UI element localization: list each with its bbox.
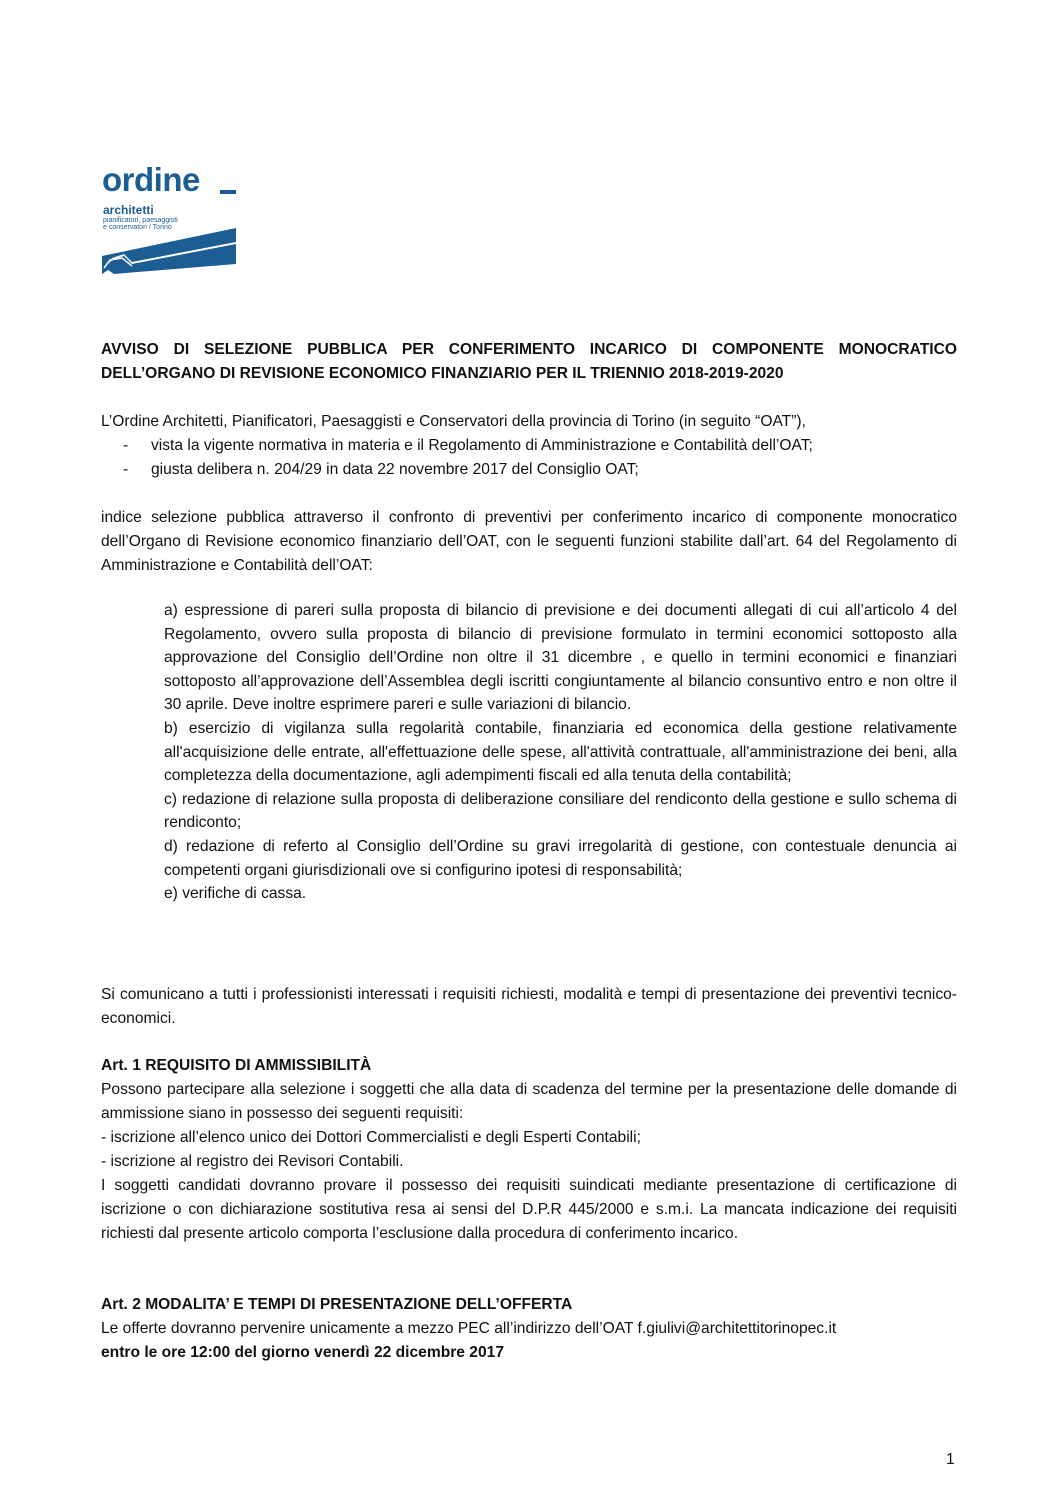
- function-item-c: c) redazione di relazione sulla proposta di deliberazione consiliare del rendiconto della gestione e sullo schema di rendiconto;: [164, 790, 957, 832]
- logo-line-3: e conservatori / Torino: [103, 224, 172, 231]
- function-item-b: b) esercizio di vigilanza sulla regolarità contabile, finanziaria ed economica della gestione relativamente all'acquisizione delle entrate, all'effettuazione delle spese, all'attività contrattuale, all'amministrazione dei beni, alla completezza della documentazione, agli adempimenti fiscali ed alla tenuta della contabilità;: [164, 719, 957, 785]
- function-item-d: d) redazione di referto al Consiglio dell’Ordine su gravi irregolarità di gestione, con contestuale denuncia ai competenti organi giurisdizionali ove si configurino ipotesi di responsabilità;: [164, 837, 957, 879]
- article-1-body: [101, 1078, 957, 1246]
- logo-line-1: architetti: [103, 203, 154, 217]
- bullet-text: giusta delibera n. 204/29 in data 22 novembre 2017 del Consiglio OAT;: [151, 461, 639, 478]
- indice-paragraph: indice selezione pubblica attraverso il confronto di preventivi per conferimento incarico di componente monocratico dell’Organo di Revisione economico finanziario dell’OAT, con le seguenti funzioni stabilite dall’art. 64 del Regolamento di Amministrazione e Contabilità dell’OAT:: [101, 509, 957, 574]
- list-item: [101, 434, 957, 458]
- list-item: [101, 458, 957, 482]
- intro-paragraph: L’Ordine Architetti, Pianificatori, Paesaggisti e Conservatori della provincia di Torino (in seguito “OAT”),: [101, 413, 806, 430]
- article-2-text: Le offerte dovranno pervenire unicamente a mezzo PEC all’indirizzo dell’OAT f.giulivi@architettitorinopec.it: [101, 1320, 837, 1337]
- bullet-dash: -: [123, 437, 129, 454]
- page-number: 1: [946, 1451, 955, 1468]
- function-item-a: a) espressione di pareri sulla proposta di bilancio di previsione e dei documenti allegati di cui all’articolo 4 del Regolamento, ovvero sulla proposta di bilancio di previsione formulato in termini economici sottoposto alla approvazione del Consiglio dell’Ordine non oltre il 31 dicembre , e quello in termini economici e finanziari sottoposto all’approvazione dell’Assemblea degli iscritti congiuntamente al bilancio consuntivo entro e non oltre il 30 aprile. Deve inoltre esprimere pareri e sulle variazioni di bilancio.: [164, 602, 957, 714]
- requirement-1: - iscrizione all’elenco unico dei Dottori Commercialisti e degli Esperti Contabili;: [101, 1129, 641, 1146]
- article-1-lead: Possono partecipare alla selezione i soggetti che alla data di scadenza del termine per la presentazione delle domande di ammissione siano in possesso dei seguenti requisiti:: [101, 1081, 957, 1122]
- article-2-body: [101, 1317, 957, 1365]
- premise-list: [101, 434, 957, 482]
- function-item-e: e) verifiche di cassa.: [164, 885, 307, 903]
- logo-dash: [220, 190, 236, 194]
- bullet-text: vista la vigente normativa in materia e il Regolamento di Amministrazione e Contabilità dell’OAT;: [151, 437, 813, 454]
- notice-title: AVVISO DI SELEZIONE PUBBLICA PER CONFERIMENTO INCARICO DI COMPONENTE MONOCRATICO DELL’ORGANO DI REVISIONE ECONOMICO FINANZIARIO PER IL TRIENNIO 2018-2019-2020: [101, 341, 957, 382]
- requirement-2: - iscrizione al registro dei Revisori Contabili.: [101, 1153, 404, 1170]
- logo-mountain-shape: [102, 228, 238, 278]
- article-2-deadline: entro le ore 12:00 del giorno venerdì 22 dicembre 2017: [101, 1344, 505, 1361]
- ordine-logo: [102, 160, 242, 280]
- logo-line-2: pianificatori, paesaggisti: [103, 217, 178, 224]
- article-2-heading: Art. 2 MODALITA’ E TEMPI DI PRESENTAZIONE DELL’OFFERTA: [101, 1296, 573, 1313]
- logo-word: ordine: [102, 161, 200, 198]
- functions-list: [164, 599, 957, 906]
- article-1-heading: Art. 1 REQUISITO DI AMMISSIBILITÀ: [101, 1057, 372, 1074]
- communication-paragraph: Si comunicano a tutti i professionisti interessati i requisiti richiesti, modalità e tempi di presentazione dei preventivi tecnico-economici.: [101, 986, 957, 1027]
- article-1-text: I soggetti candidati dovranno provare il possesso dei requisiti suindicati mediante presentazione di certificazione di iscrizione o con dichiarazione sostitutiva resa ai sensi del D.P.R 445/2000 e s.m.i. La mancata indicazione dei requisiti richiesti dal presente articolo comporta l’esclusione dalla procedura di conferimento incarico.: [101, 1177, 957, 1242]
- bullet-dash: -: [123, 461, 129, 478]
